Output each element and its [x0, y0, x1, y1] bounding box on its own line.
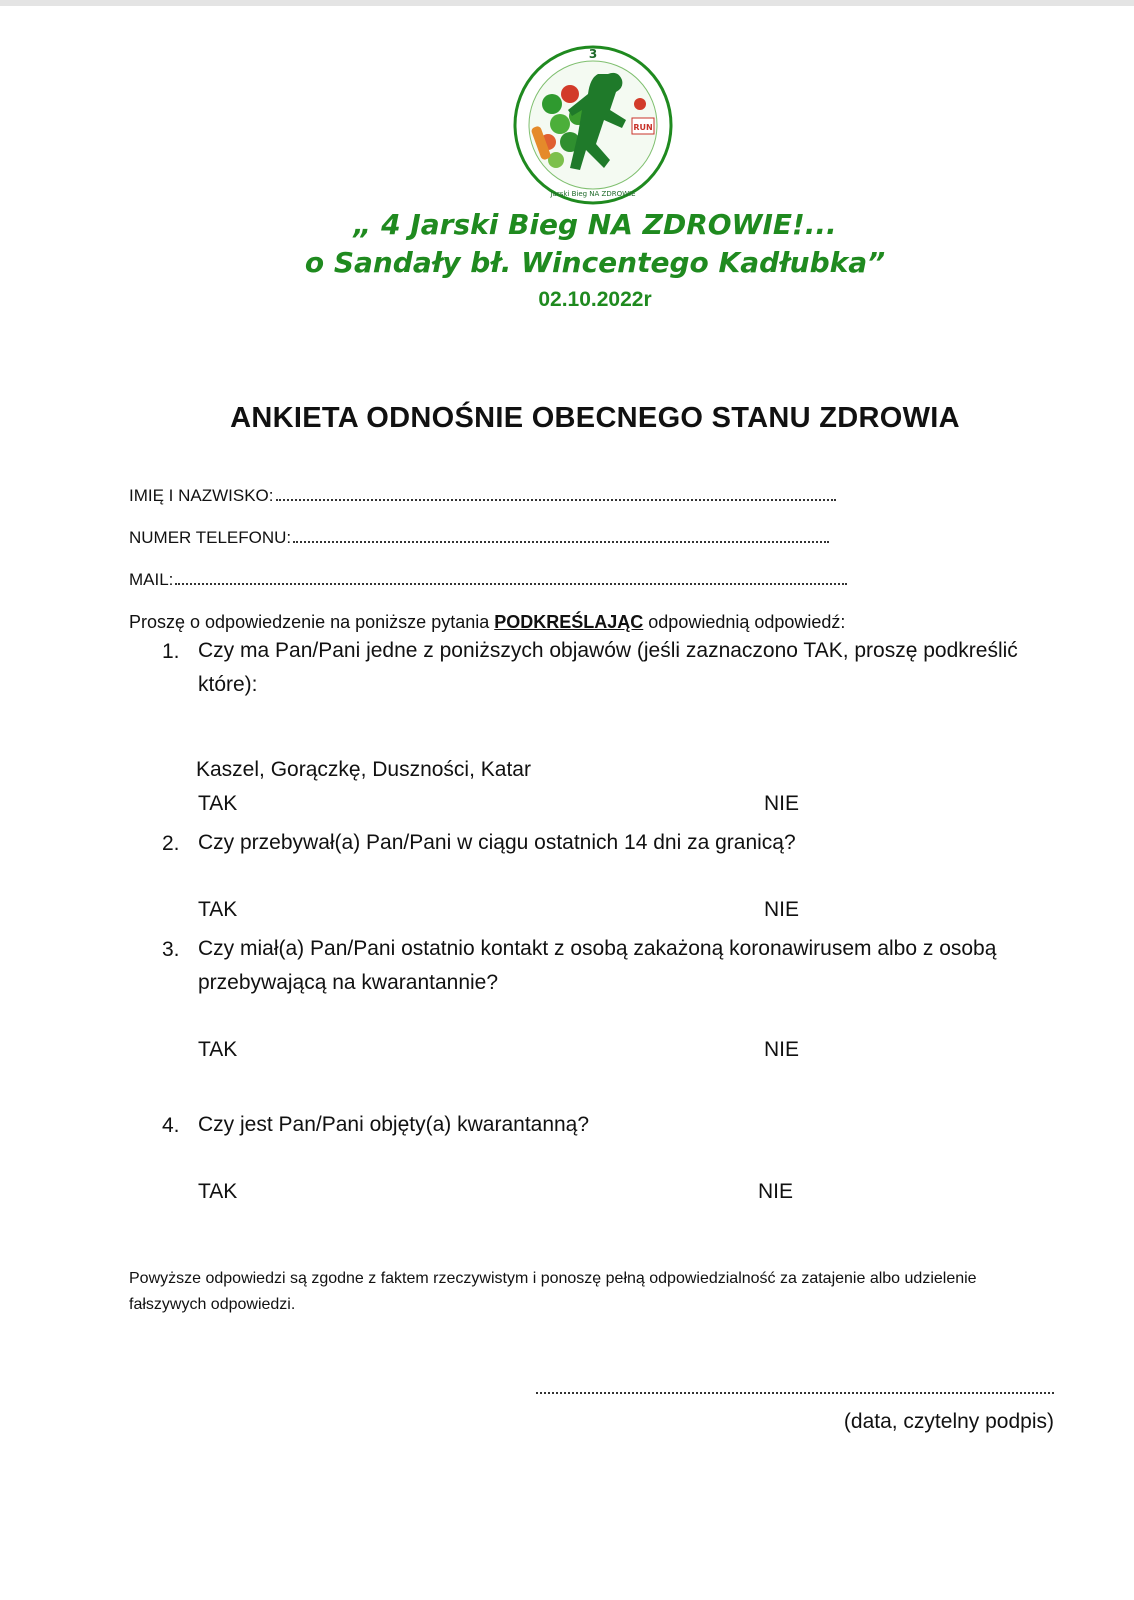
- event-title-line1: „ 4 Jarski Bieg NA ZDROWIE!...: [353, 208, 837, 241]
- question-4-no[interactable]: NIE: [758, 1180, 794, 1203]
- question-1-yes[interactable]: TAK: [198, 792, 238, 815]
- question-3-no[interactable]: NIE: [764, 1038, 800, 1061]
- event-date: 02.10.2022r: [538, 288, 652, 311]
- question-2-number: 2.: [162, 832, 180, 855]
- instructions-before: Proszę o odpowiedzenie na poniższe pytania: [129, 612, 495, 632]
- question-3-number: 3.: [162, 938, 180, 961]
- name-field-line[interactable]: [276, 498, 836, 501]
- question-1-symptoms[interactable]: Kaszel, Gorączkę, Duszności, Katar: [196, 758, 531, 781]
- instructions: [129, 612, 845, 633]
- mail-field-label: MAIL:: [129, 570, 174, 589]
- logo-number: 3: [588, 47, 598, 61]
- declaration-text: Powyższe odpowiedzi są zgodne z faktem rzeczywistym i ponoszę pełną odpowiedzialność za zatajenie albo udzielenie fałszywych odpowiedzi.: [129, 1270, 977, 1313]
- logo-badge: RUN: [633, 123, 653, 132]
- page-top-border: [0, 0, 1134, 6]
- question-1-text: Czy ma Pan/Pani jedne z poniższych objawów (jeśli zaznaczono TAK, proszę podkreślić które):: [198, 639, 1018, 696]
- question-4-number: 4.: [162, 1114, 180, 1137]
- question-2-yes[interactable]: TAK: [198, 898, 238, 921]
- signature-label: (data, czytelny podpis): [843, 1410, 1054, 1433]
- signature-line[interactable]: [536, 1392, 1054, 1394]
- logo-ring-text: Jarski Bieg NA ZDROWIE: [550, 190, 636, 198]
- name-field-label: IMIĘ I NAZWISKO:: [129, 486, 274, 505]
- document-title: ANKIETA ODNOŚNIE OBECNEGO STANU ZDROWIA: [230, 402, 960, 434]
- instructions-after: odpowiednią odpowiedź:: [643, 612, 846, 632]
- event-title-line2: o Sandały bł. Wincentego Kadłubka”: [304, 246, 886, 279]
- question-3-text: Czy miał(a) Pan/Pani ostatnio kontakt z osobą zakażoną koronawirusem albo z osobą przebywającą na kwarantannie?: [198, 937, 997, 994]
- question-2-text: Czy przebywał(a) Pan/Pani w ciągu ostatnich 14 dni za granicą?: [198, 831, 796, 854]
- phone-field-line[interactable]: [293, 540, 829, 543]
- name-field[interactable]: [129, 482, 836, 506]
- phone-field[interactable]: [129, 524, 829, 548]
- question-4-text: Czy jest Pan/Pani objęty(a) kwarantanną?: [198, 1113, 590, 1136]
- question-1-number: 1.: [162, 640, 180, 663]
- question-2-no[interactable]: NIE: [764, 898, 800, 921]
- phone-field-label: NUMER TELEFONU:: [129, 528, 292, 547]
- race-emblem-runner-vegetables-icon: [512, 44, 674, 206]
- mail-field-line[interactable]: [175, 582, 847, 585]
- mail-field[interactable]: [129, 566, 847, 590]
- question-3-yes[interactable]: TAK: [198, 1038, 238, 1061]
- question-4-yes[interactable]: TAK: [198, 1180, 238, 1203]
- question-1-no[interactable]: NIE: [764, 792, 800, 815]
- instructions-emphasis: PODKREŚLAJĄC: [494, 612, 644, 632]
